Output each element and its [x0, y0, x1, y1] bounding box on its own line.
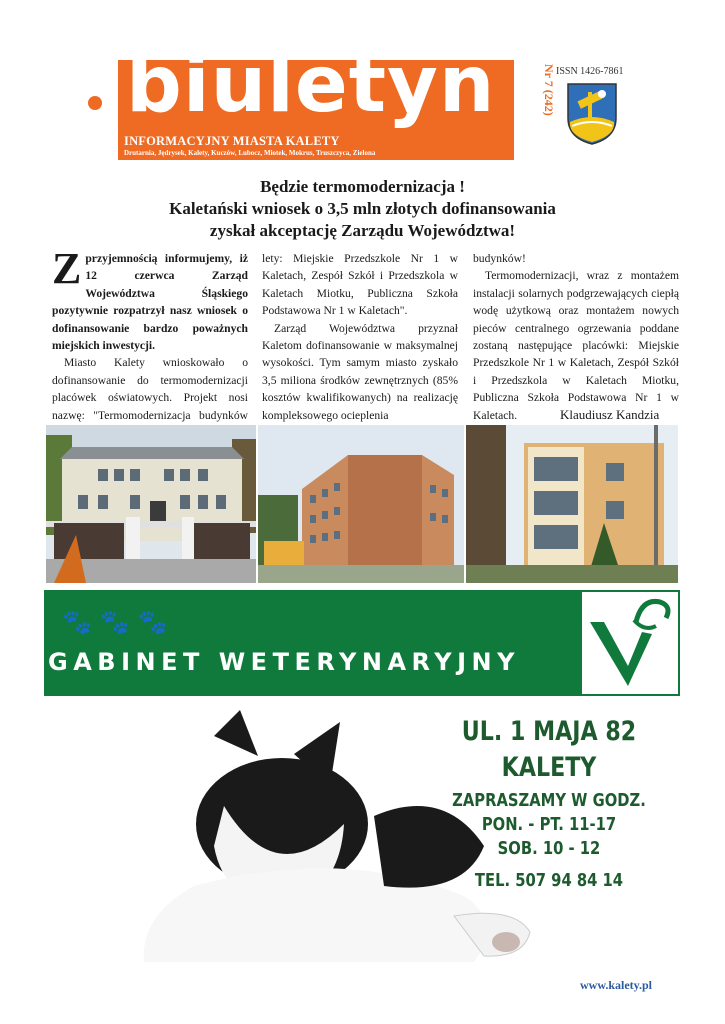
ad-invite: ZAPRASZAMY W GODZ.: [452, 790, 646, 811]
ad-hours-saturday: SOB. 10 - 12: [497, 838, 601, 859]
paragraph: budynków!: [473, 252, 526, 265]
paragraph: Miasto Kalety wnioskowało o dofinansowanie do termomodernizacji placówek oświatowych. Projekt nosi nazwę: "Termomodernizacja budynków: [52, 356, 248, 422]
article-headline: [60, 176, 665, 242]
coat-of-arms-icon: [566, 82, 618, 146]
website-link[interactable]: www.kalety.pl: [580, 978, 653, 992]
masthead-towns: Drutarnia, Jędrysek, Kalety, Kuczów, Lubocz, Miotek, Mokrus, Truszczyca, Zielona: [124, 149, 376, 157]
headline-line-3: zyskał akceptację Zarządu Województwa!: [209, 221, 516, 240]
photo-kindergarten: [46, 425, 256, 583]
issue-price: Cena 1 zł: [455, 148, 495, 159]
masthead-title: biuletyn: [126, 40, 496, 130]
issue-date: Lipiec 2012: [450, 136, 500, 147]
issue-number: Nr 7 (242): [542, 64, 556, 116]
ad-title: GABINET WETERYNARYJNY: [48, 648, 520, 676]
ad-phone: TEL. 507 94 84 14: [474, 870, 624, 891]
paragraph: Zarząd Województwa przyznał Kaletom dofinansowanie w maksymalnej wysokości. Tym samym miasto zyskało 3,5 miliona środków zewnętrznych (85% kosztów kwalifikowanych) na realizację kompleksowego ocieplenia: [262, 321, 458, 422]
ad-city: KALETY: [501, 752, 597, 783]
lead-paragraph: [52, 244, 248, 354]
masthead-subtitle: INFORMACYJNY MIASTA KALETY: [124, 134, 340, 148]
article-column-3: [473, 250, 679, 424]
article-author: Klaudiusz Kandzia: [560, 407, 660, 422]
bullet-dot: [88, 96, 102, 110]
headline-line-1: Będzie termomodernizacja !: [260, 177, 465, 196]
paw-icon: 🐾🐾🐾: [62, 610, 176, 636]
masthead: [88, 40, 556, 162]
photo-school-miotek: [258, 425, 464, 583]
vet-advertisement: [44, 590, 680, 972]
ad-address: UL. 1 MAJA 82: [461, 716, 637, 747]
issue-number-box: [534, 64, 560, 156]
paragraph: lety: Miejskie Przedszkole Nr 1 w Kaletach, Zespół Szkół i Przedszkola w Kaletach Miotku, Publiczna Szkoła Podstawowa Nr 1 w Kaletach".: [262, 252, 458, 318]
photo-primary-school: [466, 425, 678, 583]
article-column-2: [262, 250, 458, 424]
issn: ISSN 1426-7861: [556, 66, 624, 77]
lead-text: przyjemnością informujemy, iż 12 czerwca Zarząd Województwa Śląskiego pozytywnie rozpatrzył nasz wniosek o dofinansowanie bardzo poważnych miejskich inwestycji.: [52, 252, 248, 353]
headline-line-2: Kaletański wniosek o 3,5 mln złotych dofinansowania: [169, 199, 556, 218]
paragraph: Termomodernizacji, wraz z montażem instalacji solarnych podgrzewających ciepłą wodę użytkową oraz montażem nowych pieców centralnego ogrzewania poddane zostaną następujące placówki: Miejskie Przedszkole Nr 1 w Kaletach, Zespół Szkół i Przedszkola w Kaletach Miotku, Publiczna Szkoła Podstawowa Nr 1 w Kaletach.: [473, 269, 679, 422]
drop-cap: Z: [52, 244, 82, 293]
article-column-1: [52, 244, 248, 441]
ad-hours-weekday: PON. - PT. 11-17: [481, 814, 617, 835]
vet-logo-icon: [582, 592, 678, 694]
